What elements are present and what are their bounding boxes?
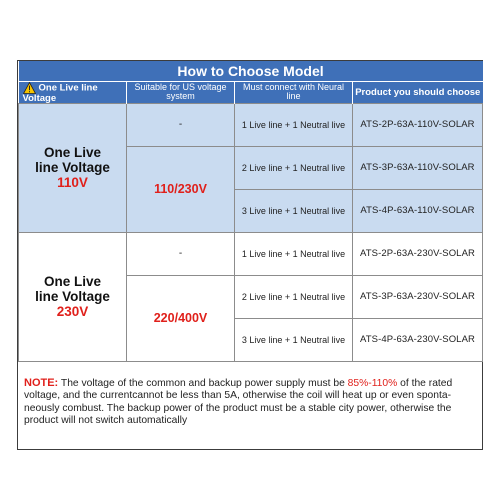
model-table: [18, 61, 483, 362]
table-title: How to Choose Model: [19, 61, 483, 81]
model-cell: ATS-2P-63A-230V-SOLAR: [353, 232, 483, 275]
table-row: [19, 232, 483, 275]
voltage-group-label: [19, 103, 127, 232]
header-voltage: [19, 81, 127, 103]
header-product: Product you should choose: [353, 81, 483, 103]
table-row: [19, 103, 483, 146]
voltage-value: 230V: [56, 304, 89, 319]
us-system-value: -: [127, 232, 235, 275]
model-cell: ATS-3P-63A-110V-SOLAR: [353, 146, 483, 189]
header-neutral: Must connect with Neural line: [235, 81, 353, 103]
note-tag: NOTE:: [24, 377, 59, 389]
voltage-label-line1: One Live: [43, 145, 102, 160]
connection-cell: 2 Live line + 1 Neutral live: [235, 275, 353, 318]
note-highlight: 85%-110%: [347, 378, 398, 389]
connection-cell: 1 Live line + 1 Neutral live: [235, 232, 353, 275]
header-us-system: Suitable for US voltage system: [127, 81, 235, 103]
header-row: [19, 81, 483, 103]
model-cell: ATS-3P-63A-230V-SOLAR: [353, 275, 483, 318]
us-system-value: 220/400V: [127, 275, 235, 361]
voltage-group-label: [19, 232, 127, 361]
model-cell: ATS-4P-63A-230V-SOLAR: [353, 318, 483, 361]
voltage-value: 110V: [57, 175, 88, 190]
connection-cell: 3 Live line + 1 Neutral live: [235, 318, 353, 361]
us-system-value: 110/230V: [127, 146, 235, 232]
voltage-label-line2: line Voltage: [35, 289, 110, 304]
connection-cell: 3 Live line + 1 Neutral live: [235, 189, 353, 232]
note-text-1: The voltage of the common and backup power supply must be: [58, 378, 348, 389]
header-voltage-label: One Live line Voltage: [22, 82, 98, 104]
voltage-label-line1: One Live: [43, 274, 102, 289]
note-paragraph: [24, 377, 476, 428]
model-selection-table-frame: [17, 60, 483, 450]
connection-cell: 1 Live line + 1 Neutral live: [235, 103, 353, 146]
title-row: [19, 61, 483, 81]
us-system-value: -: [127, 103, 235, 146]
connection-cell: 2 Live line + 1 Neutral live: [235, 146, 353, 189]
model-cell: ATS-2P-63A-110V-SOLAR: [353, 103, 483, 146]
model-cell: ATS-4P-63A-110V-SOLAR: [353, 189, 483, 232]
voltage-label-line2: line Voltage: [35, 160, 110, 175]
note-text-2: of the rated voltage, and the currentcannot be less than 5A, otherwise the coil will heat up or even sponta-neously combust. The backup power of the product must be a stable city power, otherwise the product will not switch automatically: [24, 378, 453, 427]
